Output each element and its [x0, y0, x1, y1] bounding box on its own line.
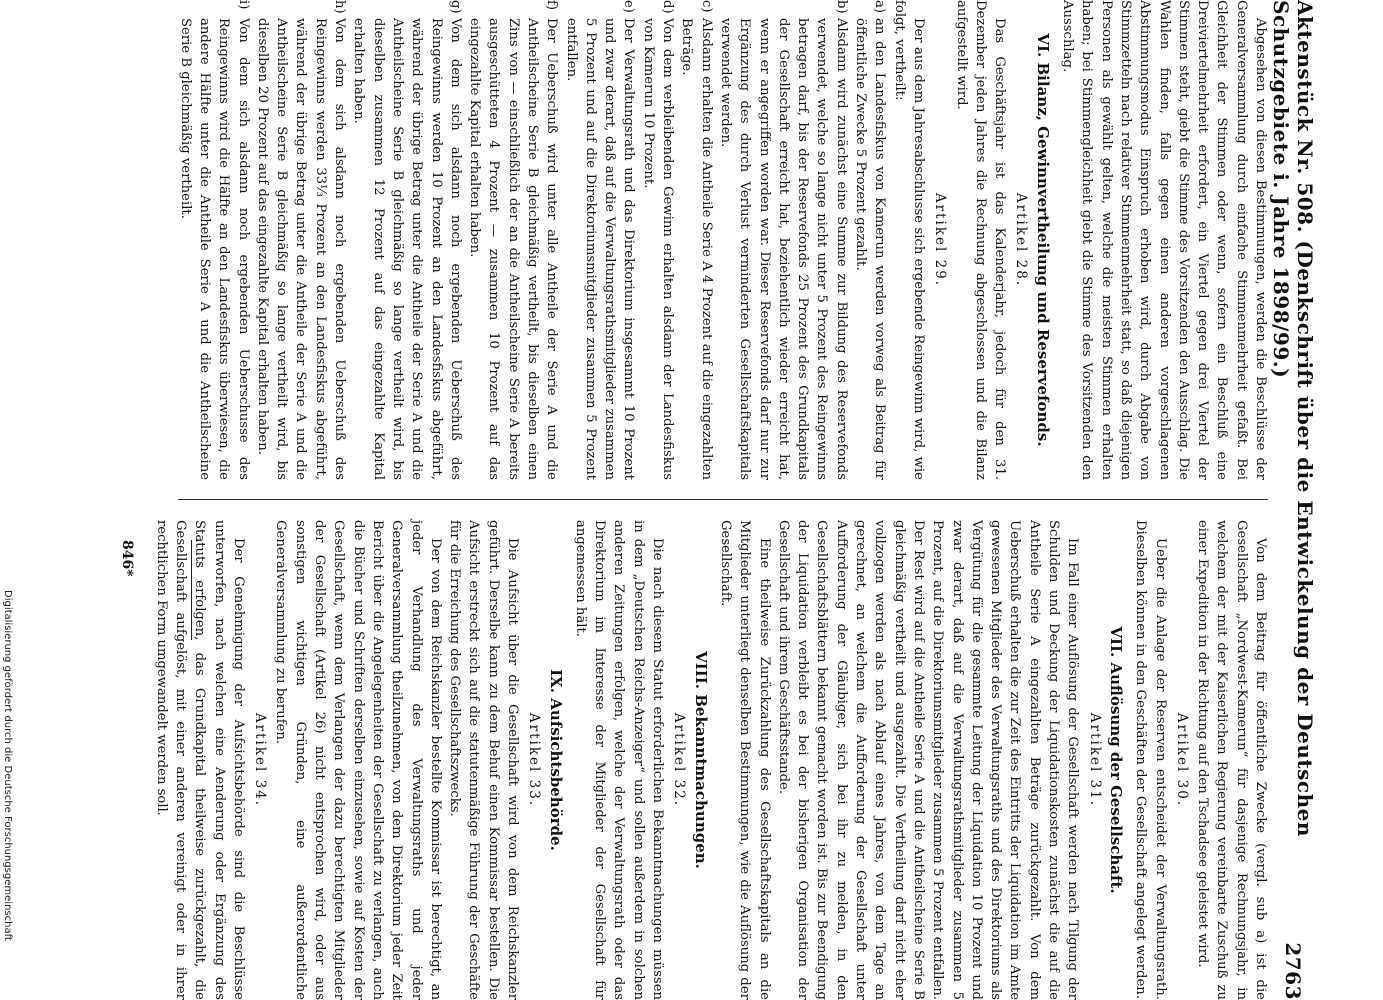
paragraph: Der von dem Reichskanzler bestellte Kommissar ist berechtigt, an jeder Verhandlung des Verwaltungsraths und jeder Generalversammlung theilzunehmen, von dem Direktorium jeder Zeit Bericht über die Angelegenheiten der Gesellschaft zu verlangen, auch die Bücher und Schriften derselben einzusehen, sowie auf Kosten der Gesellschaft, wenn dem Verlangen der dazu berechtigten Mitglieder der Gesellschaft (Artikel 26) nicht entsprochen wird, oder aus sonstigen wichtigen Gründen, eine außerordentliche Generalversammlung zu berufen.: [273, 520, 443, 1000]
article-heading: Artikel 29.: [932, 192, 949, 288]
list-item: [716, 0, 851, 480]
list-item-text: Von dem sich alsdann noch ergebenden Ueberschuß des Reingewinns werden 10 Prozent an den Landesfiskus abgeführt, während der übrige Betrag unter die Antheile der Serie A und die Antheilscheine Serie B gleichmäßig so lange vertheilt wird, bis dieselben zusammen 12 Prozent auf das eingezahlte Kapital erhalten haben.: [351, 18, 463, 480]
list-item: [639, 0, 678, 480]
list-item-label: e): [621, 0, 637, 13]
article-heading: Artikel 32.: [671, 712, 688, 808]
list-item: [561, 0, 638, 480]
list-item-label: f): [544, 0, 560, 11]
paragraph: Ueber die Anlage der Reserven entscheidet der Verwaltungsrath. Dieselben können in den Geschäften der Gesellschaft angelegt werden.: [1133, 520, 1168, 1000]
article-heading: Artikel 31.: [1086, 712, 1103, 808]
paragraph: Die Aufsicht über die Gesellschaft wird von dem Reichskanzler geführt. Derselbe kann zu dem Behuf einen Kommissar bestellen. Die Aufsicht erstreckt sich auf die statutenmäßige Führung der Geschäfte für die Erreichung des Gesellschaftszwecks.: [447, 520, 521, 1000]
list-item: [175, 0, 252, 480]
paragraph: Der Genehmigung der Aufsichtsbehörde sind die Beschlüsse unterworfen, nach welchen eine Aenderung oder Ergänzung des Statuts erfolgen, das Grundkapital theilweise zurückgezahlt, die Gesellschaft aufgelöst, mit einer anderen vereinigt oder in ihrer rechtlichen Form umgewandelt werden soll.: [153, 520, 246, 1000]
digitization-credit: [0, 590, 14, 1000]
section-heading: VI. Bilanz, Gewinnvertheilung und Reservefonds.: [1033, 33, 1052, 447]
right-column: [151, 520, 1270, 1000]
footnote-rule: [191, 540, 192, 640]
paragraph: Der aus dem Jahresabschlusse sich ergebende Reingewinn wird, wie folgt, vertheilt:: [891, 0, 926, 480]
credit-text: Digitalisierung gefördert durch die Deutsche Forschungsgemeinschaft: [2, 590, 13, 941]
list-item-text: Von dem sich alsdann noch ergebenden Ueberschusse des Reingewinns wird die Hälfte an den Landesfiskus überwiesen, die andere Hälfte unter die Antheile Serie A und die Antheilscheine Serie B gleichmäßig vertheilt.: [177, 18, 251, 480]
section-heading: VIII. Bekanntmachungen.: [691, 651, 710, 869]
paragraph: Eine theilweise Zurückzahlung des Gesellschaftskapitals an die Mitglieder unterliegt denselben Bestimmungen, wie die Auflösung der Gesellschaft.: [717, 520, 772, 1000]
page-number: 2763: [1281, 942, 1305, 1000]
list-item: [677, 0, 716, 480]
list-item-label: i): [235, 0, 251, 10]
list-item-label: b): [833, 0, 849, 14]
paragraph: Das Geschäftsjahr ist das Kalenderjahr, jedoch für den 31. Dezember jeden Jahres die Rechnung abgeschlossen und die Bilanz aufgestellt wird.: [953, 0, 1008, 480]
list-item: [349, 0, 465, 480]
folio: 846*: [119, 540, 135, 577]
list-item-label: h): [332, 0, 348, 14]
list-item-text: an den Landesfiskus von Kamerun werden vorweg als Beitrag für öffentliche Zwecke 5 Prozent gezahlt.: [853, 18, 888, 480]
list-item-text: Der Verwaltungsrath und das Direktorium insgesammt 10 Prozent und zwar derart, daß auf die Verwaltungsrathsmitglieder zusammen 5 Prozent und auf die Direktoriumsmitglieder zusammen 5 Prozent entfallen.: [563, 18, 637, 480]
list-item: [851, 0, 890, 480]
left-column: [175, 0, 1270, 480]
page-title: Aktenstück Nr. 508. (Denkschrift über die Entwickelung der Deutschen Schutzgebiete i. Jahre 1898/99.): [1269, 0, 1317, 837]
list-item-text: Alsdann wird zunächst eine Summe zur Bildung des Reservefonds verwendet, welche so lange nicht unter 5 Prozent des Reingewinns betragen darf, bis der Reservefonds 25 Prozent des Grundkapitals der Gesellschaft erreicht hat, beziehentlich wieder erreicht hat, wenn er angegriffen worden war. Dieser Reservefonds darf nur zur Ergänzung des durch Verlust verminderten Gesellschaftskapitals verwendet werden.: [717, 18, 849, 480]
list-item-label: a): [872, 0, 888, 14]
list-item-text: Von dem verbleibenden Gewinn erhalten alsdann der Landesfiskus von Kamerun 10 Prozent.: [640, 18, 676, 480]
section-heading: IX. Aufsichtsbehörde.: [546, 669, 565, 851]
list-item: [465, 0, 561, 480]
list-item-text: Der Ueberschuß wird unter alle Antheile der Serie A und die Antheilscheine Serie B gleichmäßig vertheilt, bis dieselben einen Zins von — einschließlich der an die Antheilscheine Serie A bereits ausgeschütteten 4 Prozent — zusammen 10 Prozent auf das eingezahlte Kapital erhalten haben.: [467, 18, 560, 480]
list-item-label: c): [698, 0, 714, 13]
page-header: [1269, 0, 1317, 1000]
section-heading: VII. Auflösung der Gesellschaft.: [1106, 626, 1125, 894]
list-item-text: Alsdann erhalten die Antheile Serie A 4 Prozent auf die eingezahlten Beträge.: [679, 18, 714, 480]
article-heading: Artikel 30.: [1173, 712, 1190, 808]
paragraph: Von dem Beitrag für öffentliche Zwecke (vergl. sub a) ist die Gesellschaft „Nordwest-Kamerun“ für dasjenige Rechnungsjahr, in welchem der mit der Kaiserlichen Regierung vereinbarte Zuschuß zu einer Expedition in der Richtung auf den Tschadsee geleistet wird.: [1195, 520, 1268, 1000]
list-item: [253, 0, 349, 480]
article-heading: Artikel 33.: [526, 712, 543, 808]
column-divider: [178, 499, 1268, 500]
list-item-text: Von dem sich alsdann noch ergebenden Ueberschuß des Reingewinns werden 33⅓ Prozent an den Landesfiskus abgeführt, während der übrige Betrag unter die Antheile der Serie A und die Antheilscheine Serie B gleichmäßig so lange vertheilt wird, bis dieselben 20 Prozent auf das eingezahlte Kapital erhalten haben.: [254, 18, 348, 480]
paragraph: Im Fall einer Auflösung der Gesellschaft werden nach Tilgung der Schulden und Deckung der Liquidationskosten zunächst die auf die Antheile Serie A eingezahlten Beträge zurückgezahlt. Von dem Ueberschuß erhalten die zur Zeit des Eintritts der Liquidation im Amte gewesenen Mitglieder des Verwaltungsraths und des Direktoriums als Vergütung für die gesammte Leitung der Liquidation 10 Prozent und zwar derart, daß auf die Verwaltungsrathsmitglieder zusammen 5 Prozent, auf die Direktoriumsmitglieder zusammen 5 Prozent entfallen. Der Rest wird auf die Antheile Serie A und die Antheilscheine Serie B gleichmäßig vertheilt und ausgezahlt. Die Vertheilung darf nicht eher vollzogen werden als nach Ablauf eines Jahres, von dem Tage an gerechnet, an welchem die Aufforderung der Gesellschaft unter Aufforderung der Gläubiger, sich bei ihr zu melden, in den Gesellschaftsblättern bekannt gemacht worden ist. Bis zur Beendigung der Liquidation verbleibt es bei der bisherigen Organisation der Gesellschaft und ihrem Geschäftsstande.: [775, 520, 1081, 1000]
list-item-label: g): [447, 0, 463, 14]
paragraph: Abgesehen von diesen Bestimmungen, werden die Beschlüsse der Generalversammlung durch einfache Stimmenmehrheit gefaßt. Bei Gleichheit der Stimmen oder wenn, sofern ein Beschluß eine Dreiviertelmehrheit erfordert, ein Viertel gegen drei Viertel der Stimmen steht, giebt die Stimme des Vorsitzenden den Ausschlag. Die Wahlen finden, falls gegen einen anderen vorgeschlagenen Abstimmungsmodus Einspruch erhoben wird, durch Abgabe von Stimmzetteln nach relativer Stimmenmehrheit statt, so daß diejenigen Personen als gewählt gelten, welche die meisten Stimmen erhalten haben; bei Stimmengleichheit giebt die Stimme des Vorsitzenden den Ausschlag.: [1060, 0, 1268, 480]
article-heading: Artikel 28.: [1013, 192, 1030, 288]
rotated-page: [95, 0, 1317, 1000]
document-page: [95, 0, 1317, 1000]
article-heading: Artikel 34.: [252, 712, 269, 808]
paragraph: Die nach diesem Statut erforderlichen Bekanntmachungen müssen in dem „Deutschen Reichs-Anzeiger“ und sollen außerdem in solchen anderen Zeitungen erfolgen, welche der Verwaltungsrath oder das Direktorium im Interesse der Mitglieder der Gesellschaft für angemessen hält.: [572, 520, 666, 1000]
list-item-label: d): [660, 0, 676, 14]
